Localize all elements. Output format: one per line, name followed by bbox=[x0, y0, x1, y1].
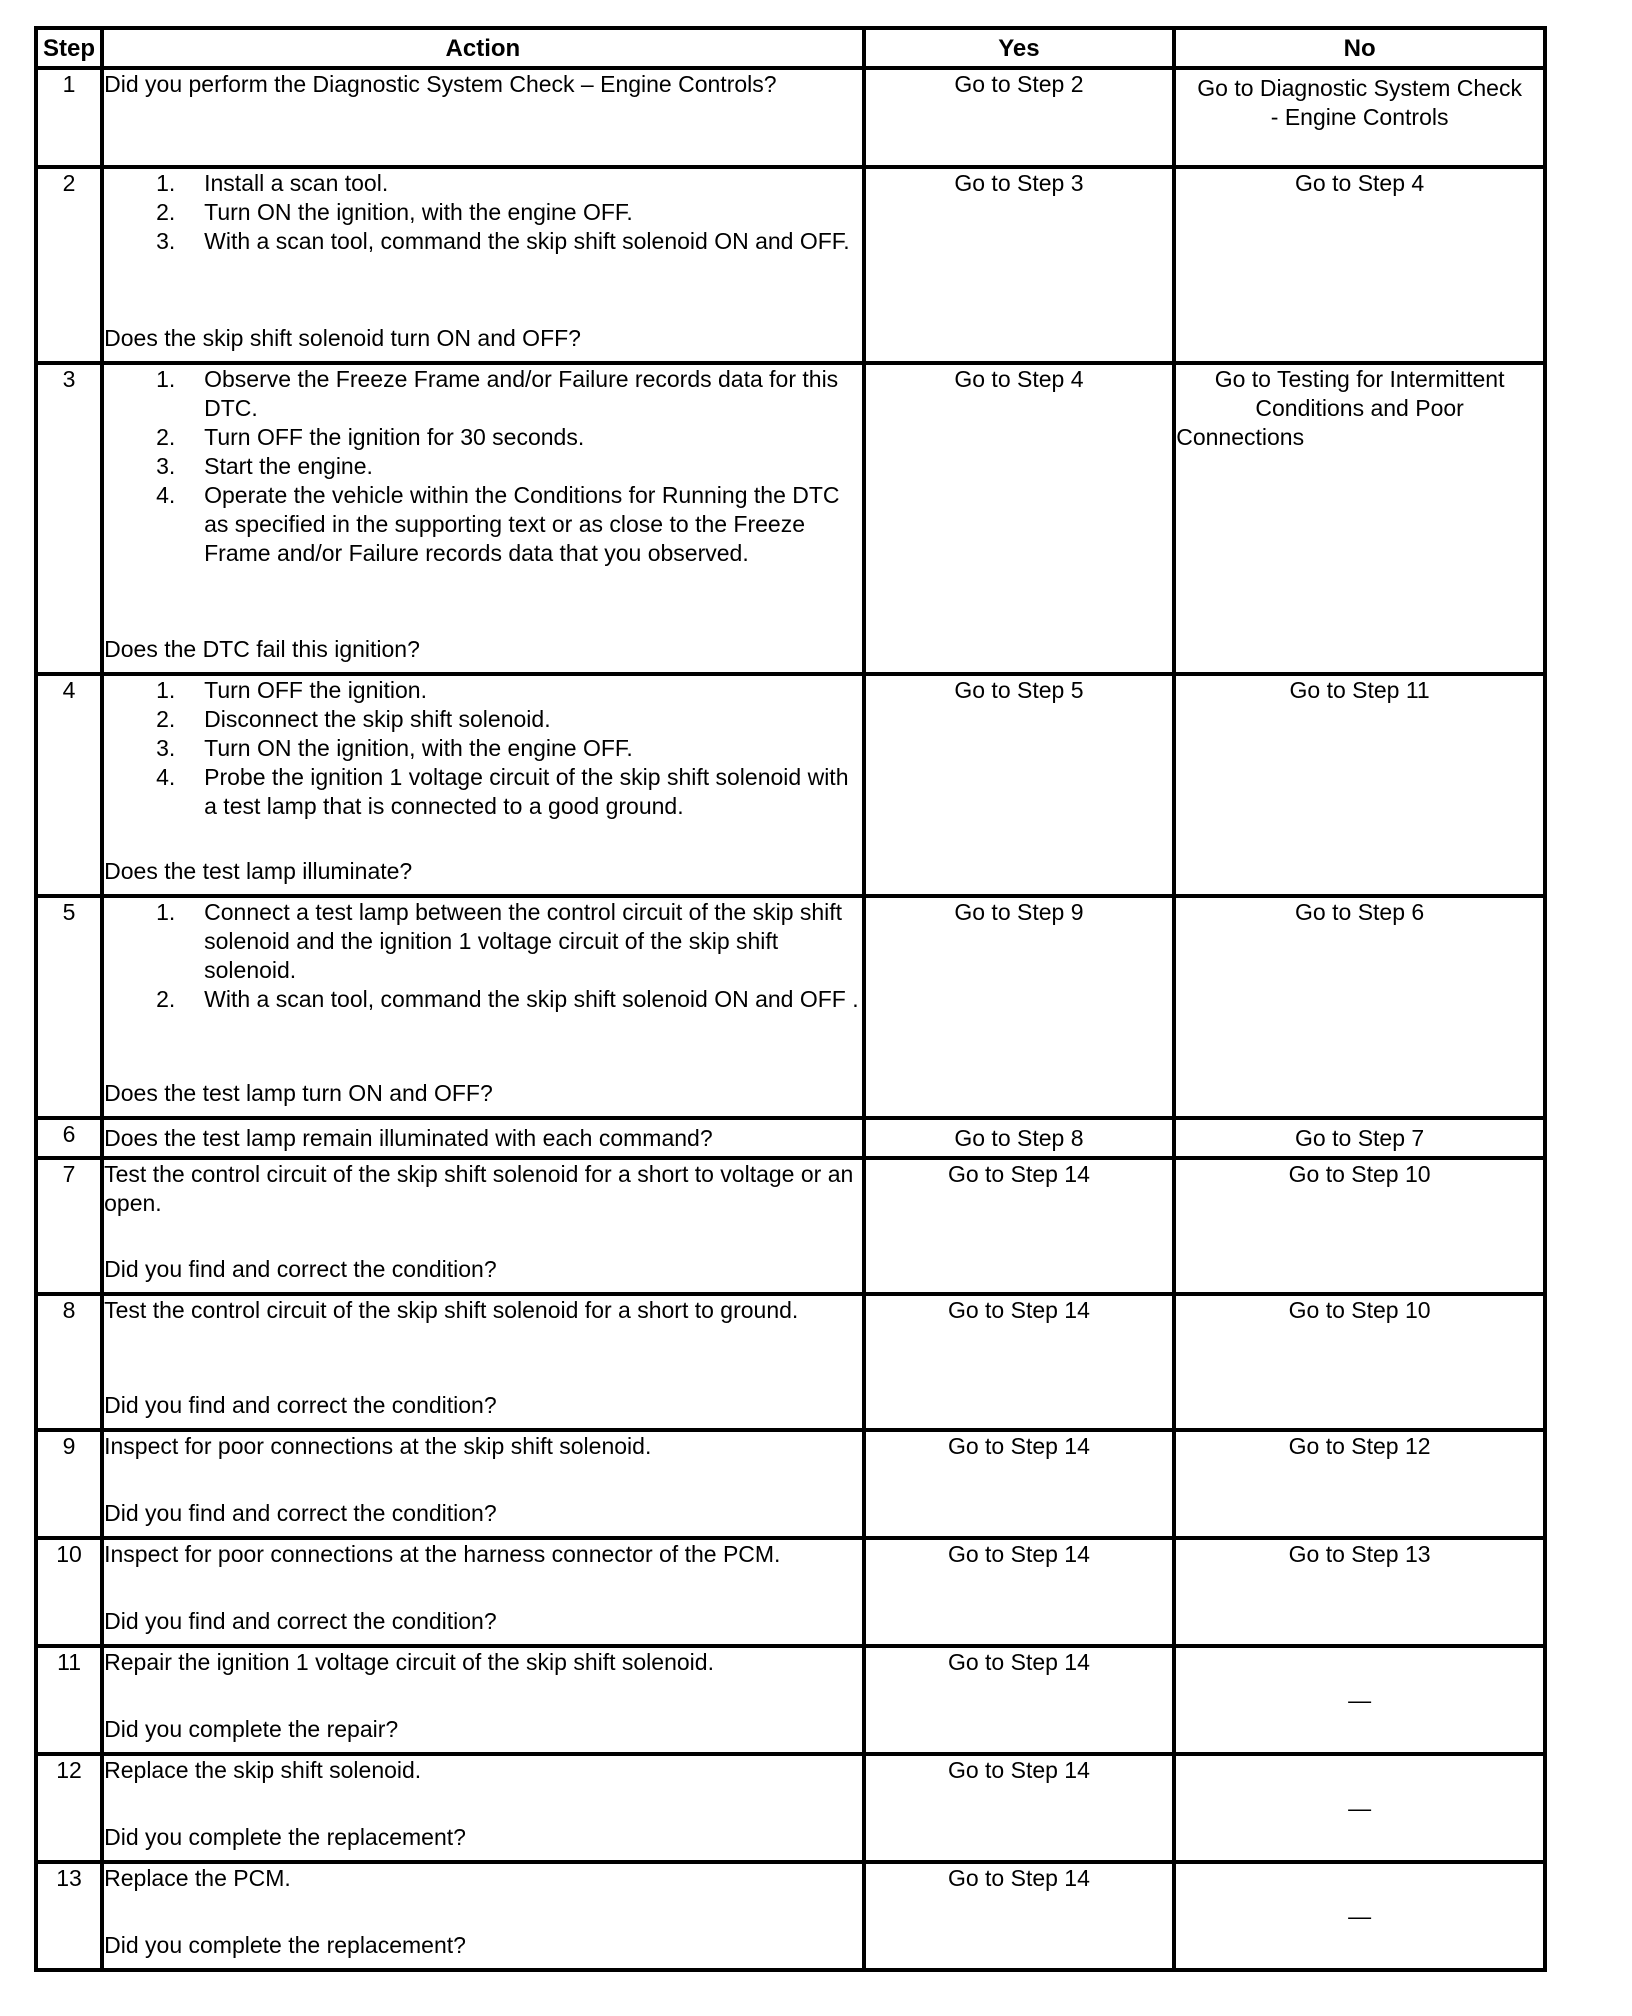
diagnostic-table bbox=[34, 26, 1547, 1972]
no-line: Conditions and Poor bbox=[1255, 395, 1464, 421]
question-text: Did you complete the replacement? bbox=[104, 1824, 466, 1850]
instruction-text: Replace the skip shift solenoid. bbox=[104, 1757, 422, 1783]
instruction-item: 4. Operate the vehicle within the Conditions for Running the DTC as specified in the supporting text or as close to the Freeze Frame and/or Failure records data that you observed. bbox=[156, 482, 840, 566]
no-cell: Go to Step 6 bbox=[1174, 896, 1545, 1118]
yes-cell: Go to Step 3 bbox=[864, 167, 1175, 363]
instruction-text: Test the control circuit of the skip shift solenoid for a short to ground. bbox=[104, 1297, 799, 1323]
step-number: 10 bbox=[36, 1538, 102, 1646]
yes-cell: Go to Step 2 bbox=[864, 68, 1175, 167]
instruction-text: Test the control circuit of the skip shift solenoid for a short to voltage or an open. bbox=[104, 1161, 854, 1216]
question-text: Did you perform the Diagnostic System Check – Engine Controls? bbox=[104, 71, 777, 97]
action-cell bbox=[102, 896, 864, 1118]
step-number: 6 bbox=[36, 1118, 102, 1158]
table-row bbox=[36, 1538, 1545, 1646]
step-number: 9 bbox=[36, 1430, 102, 1538]
no-cell: Go to Step 11 bbox=[1174, 674, 1545, 896]
table-row bbox=[36, 68, 1545, 167]
step-number: 13 bbox=[36, 1862, 102, 1970]
no-line: Connections bbox=[1176, 424, 1305, 450]
step-number: 1 bbox=[36, 68, 102, 167]
yes-cell: Go to Step 14 bbox=[864, 1538, 1175, 1646]
question-text: Did you complete the replacement? bbox=[104, 1932, 466, 1958]
instruction-item: 3. Start the engine. bbox=[156, 453, 373, 479]
step-number: 12 bbox=[36, 1754, 102, 1862]
table-row bbox=[36, 1294, 1545, 1430]
action-cell bbox=[102, 167, 864, 363]
yes-cell: Go to Step 14 bbox=[864, 1646, 1175, 1754]
no-line: Go to Testing for Intermittent bbox=[1214, 366, 1505, 392]
step-number: 7 bbox=[36, 1158, 102, 1294]
action-cell bbox=[102, 1862, 864, 1970]
question-text: Does the test lamp remain illuminated with each command? bbox=[104, 1124, 713, 1151]
question-text: Did you find and correct the condition? bbox=[104, 1608, 497, 1634]
instruction-list bbox=[104, 365, 862, 568]
question-text: Does the DTC fail this ignition? bbox=[104, 636, 420, 662]
instruction-item: 3. Turn ON the ignition, with the engine OFF. bbox=[156, 735, 633, 761]
step-number: 3 bbox=[36, 363, 102, 674]
step-number: 8 bbox=[36, 1294, 102, 1430]
action-cell bbox=[102, 1646, 864, 1754]
step-number: 2 bbox=[36, 167, 102, 363]
instruction-item: 3. With a scan tool, command the skip shift solenoid ON and OFF. bbox=[156, 228, 850, 254]
no-cell: Go to Step 7 bbox=[1174, 1118, 1545, 1158]
question-text: Did you find and correct the condition? bbox=[104, 1256, 497, 1282]
instruction-item: 2. With a scan tool, command the skip shift solenoid ON and OFF . bbox=[156, 986, 859, 1012]
yes-cell: Go to Step 14 bbox=[864, 1430, 1175, 1538]
table-row bbox=[36, 1862, 1545, 1970]
instruction-item: 1. Turn OFF the ignition. bbox=[156, 677, 427, 703]
instruction-list bbox=[104, 676, 862, 821]
table-row bbox=[36, 896, 1545, 1118]
no-cell bbox=[1174, 68, 1545, 167]
no-line: - Engine Controls bbox=[1270, 104, 1449, 130]
no-cell: Go to Step 4 bbox=[1174, 167, 1545, 363]
action-cell bbox=[102, 674, 864, 896]
yes-cell: Go to Step 5 bbox=[864, 674, 1175, 896]
table-row bbox=[36, 1646, 1545, 1754]
instruction-item: 1. Connect a test lamp between the control circuit of the skip shift solenoid and the ignition 1 voltage circuit of the skip shift solenoid. bbox=[156, 899, 843, 983]
no-cell: Go to Step 10 bbox=[1174, 1294, 1545, 1430]
question-text: Did you find and correct the condition? bbox=[104, 1392, 497, 1418]
action-cell bbox=[102, 1294, 864, 1430]
yes-cell: Go to Step 14 bbox=[864, 1158, 1175, 1294]
no-cell bbox=[1174, 363, 1545, 674]
action-cell bbox=[102, 1430, 864, 1538]
action-cell bbox=[102, 1158, 864, 1294]
table-row bbox=[36, 674, 1545, 896]
yes-cell: Go to Step 14 bbox=[864, 1754, 1175, 1862]
instruction-item: 1. Install a scan tool. bbox=[156, 170, 389, 196]
question-text: Does the test lamp turn ON and OFF? bbox=[104, 1080, 493, 1106]
table-row bbox=[36, 1754, 1545, 1862]
instruction-item: 4. Probe the ignition 1 voltage circuit of the skip shift solenoid with a test lamp that is connected to a good ground. bbox=[156, 764, 849, 819]
instruction-text: Inspect for poor connections at the harness connector of the PCM. bbox=[104, 1541, 781, 1567]
instruction-item: 1. Observe the Freeze Frame and/or Failure records data for this DTC. bbox=[156, 366, 839, 421]
header-no: No bbox=[1174, 28, 1545, 68]
header-row bbox=[36, 28, 1545, 68]
instruction-text: Inspect for poor connections at the skip shift solenoid. bbox=[104, 1433, 652, 1459]
no-cell: Go to Step 13 bbox=[1174, 1538, 1545, 1646]
yes-cell: Go to Step 14 bbox=[864, 1862, 1175, 1970]
table-row bbox=[36, 363, 1545, 674]
table-row bbox=[36, 1430, 1545, 1538]
instruction-text: Replace the PCM. bbox=[104, 1865, 291, 1891]
yes-cell: Go to Step 4 bbox=[864, 363, 1175, 674]
no-cell: Go to Step 12 bbox=[1174, 1430, 1545, 1538]
no-cell: — bbox=[1174, 1754, 1545, 1862]
instruction-item: 2. Disconnect the skip shift solenoid. bbox=[156, 706, 551, 732]
header-action: Action bbox=[102, 28, 864, 68]
action-cell bbox=[102, 363, 864, 674]
header-yes: Yes bbox=[864, 28, 1175, 68]
no-cell: Go to Step 10 bbox=[1174, 1158, 1545, 1294]
instruction-text: Repair the ignition 1 voltage circuit of the skip shift solenoid. bbox=[104, 1649, 714, 1675]
header-step: Step bbox=[36, 28, 102, 68]
question-text: Does the skip shift solenoid turn ON and OFF? bbox=[104, 325, 581, 351]
no-cell: — bbox=[1174, 1862, 1545, 1970]
instruction-item: 2. Turn ON the ignition, with the engine OFF. bbox=[156, 199, 633, 225]
table-row bbox=[36, 1118, 1545, 1158]
no-line: Go to Diagnostic System Check bbox=[1197, 75, 1522, 101]
step-number: 4 bbox=[36, 674, 102, 896]
instruction-item: 2. Turn OFF the ignition for 30 seconds. bbox=[156, 424, 585, 450]
step-number: 5 bbox=[36, 896, 102, 1118]
instruction-list bbox=[104, 898, 862, 1014]
question-text: Did you complete the repair? bbox=[104, 1716, 399, 1742]
action-cell bbox=[102, 1538, 864, 1646]
action-cell bbox=[102, 1754, 864, 1862]
question-text: Did you find and correct the condition? bbox=[104, 1500, 497, 1526]
step-number: 11 bbox=[36, 1646, 102, 1754]
yes-cell: Go to Step 8 bbox=[864, 1118, 1175, 1158]
question-text: Does the test lamp illuminate? bbox=[104, 858, 413, 884]
yes-cell: Go to Step 14 bbox=[864, 1294, 1175, 1430]
yes-cell: Go to Step 9 bbox=[864, 896, 1175, 1118]
action-cell bbox=[102, 1118, 864, 1158]
instruction-list bbox=[104, 169, 862, 256]
table-row bbox=[36, 167, 1545, 363]
action-cell bbox=[102, 68, 864, 167]
no-cell: — bbox=[1174, 1646, 1545, 1754]
table-row bbox=[36, 1158, 1545, 1294]
